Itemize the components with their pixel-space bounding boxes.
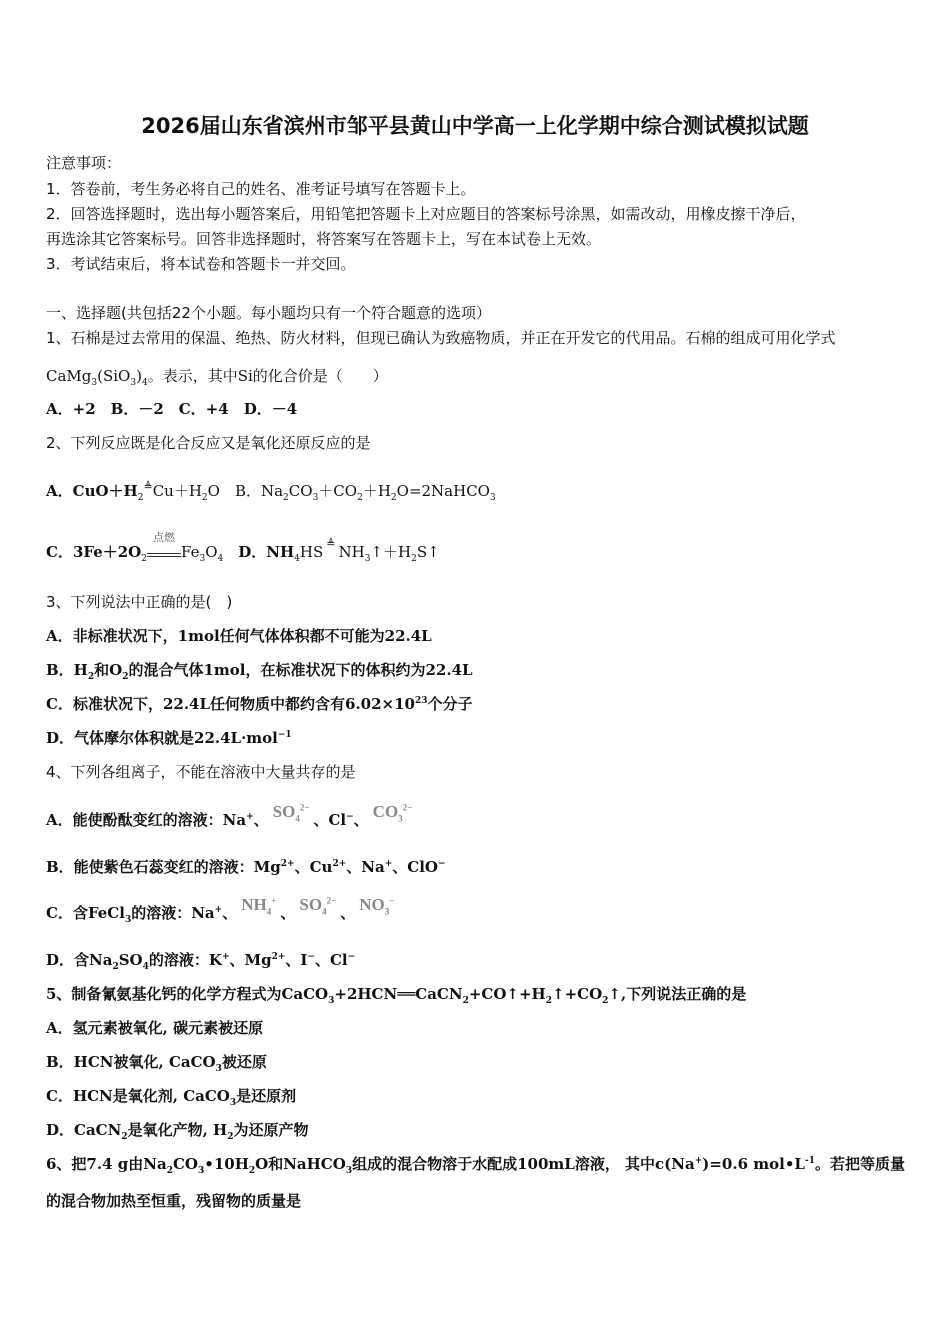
q2-stem: 2、下列反应既是化合反应又是氧化还原反应的是 [46, 434, 371, 452]
q3-option-a: A．非标准状况下，1mol任何气体体积都不可能为22.4L [46, 627, 432, 645]
q3-option-b: B．$H_2$和$O_2$的混合气体1mol，在标准状况下的体积约为22.4L [46, 661, 473, 682]
q1-stem: 1、石棉是过去常用的保温、绝热、防火材料，但现已确认为致癌物质，并正在开发它的代用品。石棉的组成可用化学式 [46, 329, 836, 347]
q3-option-c: C．标准状况下，22.4L任何物质中都约含有$6.02\times 10^{23}$个分子 [46, 695, 473, 713]
q2-options-cd: C．$3Fe+2O_2$ 点燃 $Fe_3O_4$ D．$NH_4HS$ ≜ $NH_3↑+H_2S↑$ [46, 531, 440, 564]
q5-option-d: D．CaCN$_2$是氧化产物, $H_2$为还原产物 [46, 1121, 309, 1142]
sulfate-ion-2: $SO_4^{2-}$ [299, 895, 337, 917]
nitrate-ion: $NO_3^-$ [359, 895, 395, 917]
q5-option-c: C．HCN是氧化剂, CaCO$_3$是还原剂 [46, 1087, 297, 1108]
q1-options: A．+2 B．－2 C．+4 D．－4 [46, 400, 298, 418]
section-heading: 一、选择题(共包括22个小题。每小题均只有一个符合题意的选项） [46, 304, 491, 322]
q3-stem: 3、下列说法中正确的是( ) [46, 593, 233, 611]
q2-options-ab: A．$CuO+H_2^≜Cu+H_2O$ B．$Na_2CO_3+CO_2+H_2O=2NaHCO_3$ [46, 480, 496, 503]
q3-option-d: D．气体摩尔体积就是22.4L·mol$^{-1}$ [46, 729, 292, 747]
q4-stem: 4、下列各组离子，不能在溶液中大量共存的是 [46, 763, 356, 781]
q5-option-a: A．氢元素被氧化, 碳元素被还原 [46, 1019, 264, 1037]
ignite-arrow: 点燃 [147, 544, 181, 557]
notice-item-2: 2．回答选择题时，选出每小题答案后，用铅笔把答题卡上对应题目的答案标号涂黑，如需改动，用橡皮擦干净后， [46, 205, 806, 223]
q4-option-d: D．含$Na_2SO_4$的溶液：K+、$Mg^{2+}$、I−、Cl− [46, 951, 356, 972]
q5-option-b: B．HCN被氧化, CaCO$_3$被还原 [46, 1053, 267, 1074]
q5-stem: 5、制备氰氨基化钙的化学方程式为$CaCO_3+2HCN══CaCN_2+CO↑+H_2↑+CO_2↑$,下列说法正确的是 [46, 985, 747, 1006]
q4-option-a: A．能使酚酞变红的溶液：Na+、 $SO_4^{2-}$、Cl−、 $CO_3^{2-}$ [46, 802, 413, 829]
q4-option-c: C．含FeCl$_3$的溶液：Na+、 $NH_4^+$、 $SO_4^{2-}$、 $NO_3^-$ [46, 895, 395, 925]
carbonate-ion: $CO_3^{2-}$ [372, 802, 413, 824]
sulfate-ion: $SO_4^{2-}$ [272, 802, 310, 824]
notice-heading: 注意事项： [46, 154, 122, 172]
ammonium-ion: $NH_4^+$ [241, 895, 277, 917]
notice-item-3: 再选涂其它答案标号。回答非选择题时，将答案写在答题卡上，写在本试卷上无效。 [46, 230, 602, 248]
exam-title: 2026届山东省滨州市邹平县黄山中学高一上化学期中综合测试模拟试题 [141, 114, 809, 138]
q4-option-b: B．能使紫色石蕊变红的溶液：$Mg^{2+}$、$Cu^{2+}$、Na+、ClO− [46, 858, 446, 876]
q6-stem-line2: 的混合物加热至恒重，残留物的质量是 [46, 1192, 302, 1210]
q6-stem: 6、把7.4 g由$Na_2CO_3•10H_2O$和NaHCO$_3$组成的混合物溶于水配成100mL溶液， 其中c(Na+)=0.6 $mol•L^{-1}$。若把等质量 [46, 1155, 905, 1176]
notice-item-4: 3．考试结束后，将本试卷和答题卡一并交回。 [46, 255, 356, 273]
q1-formula-line: $CaMg_3(SiO_3)_4$。表示，其中Si的化合价是（ ） [46, 367, 388, 388]
notice-item-1: 1．答卷前，考生务必将自己的姓名、准考证号填写在答题卡上。 [46, 180, 476, 198]
